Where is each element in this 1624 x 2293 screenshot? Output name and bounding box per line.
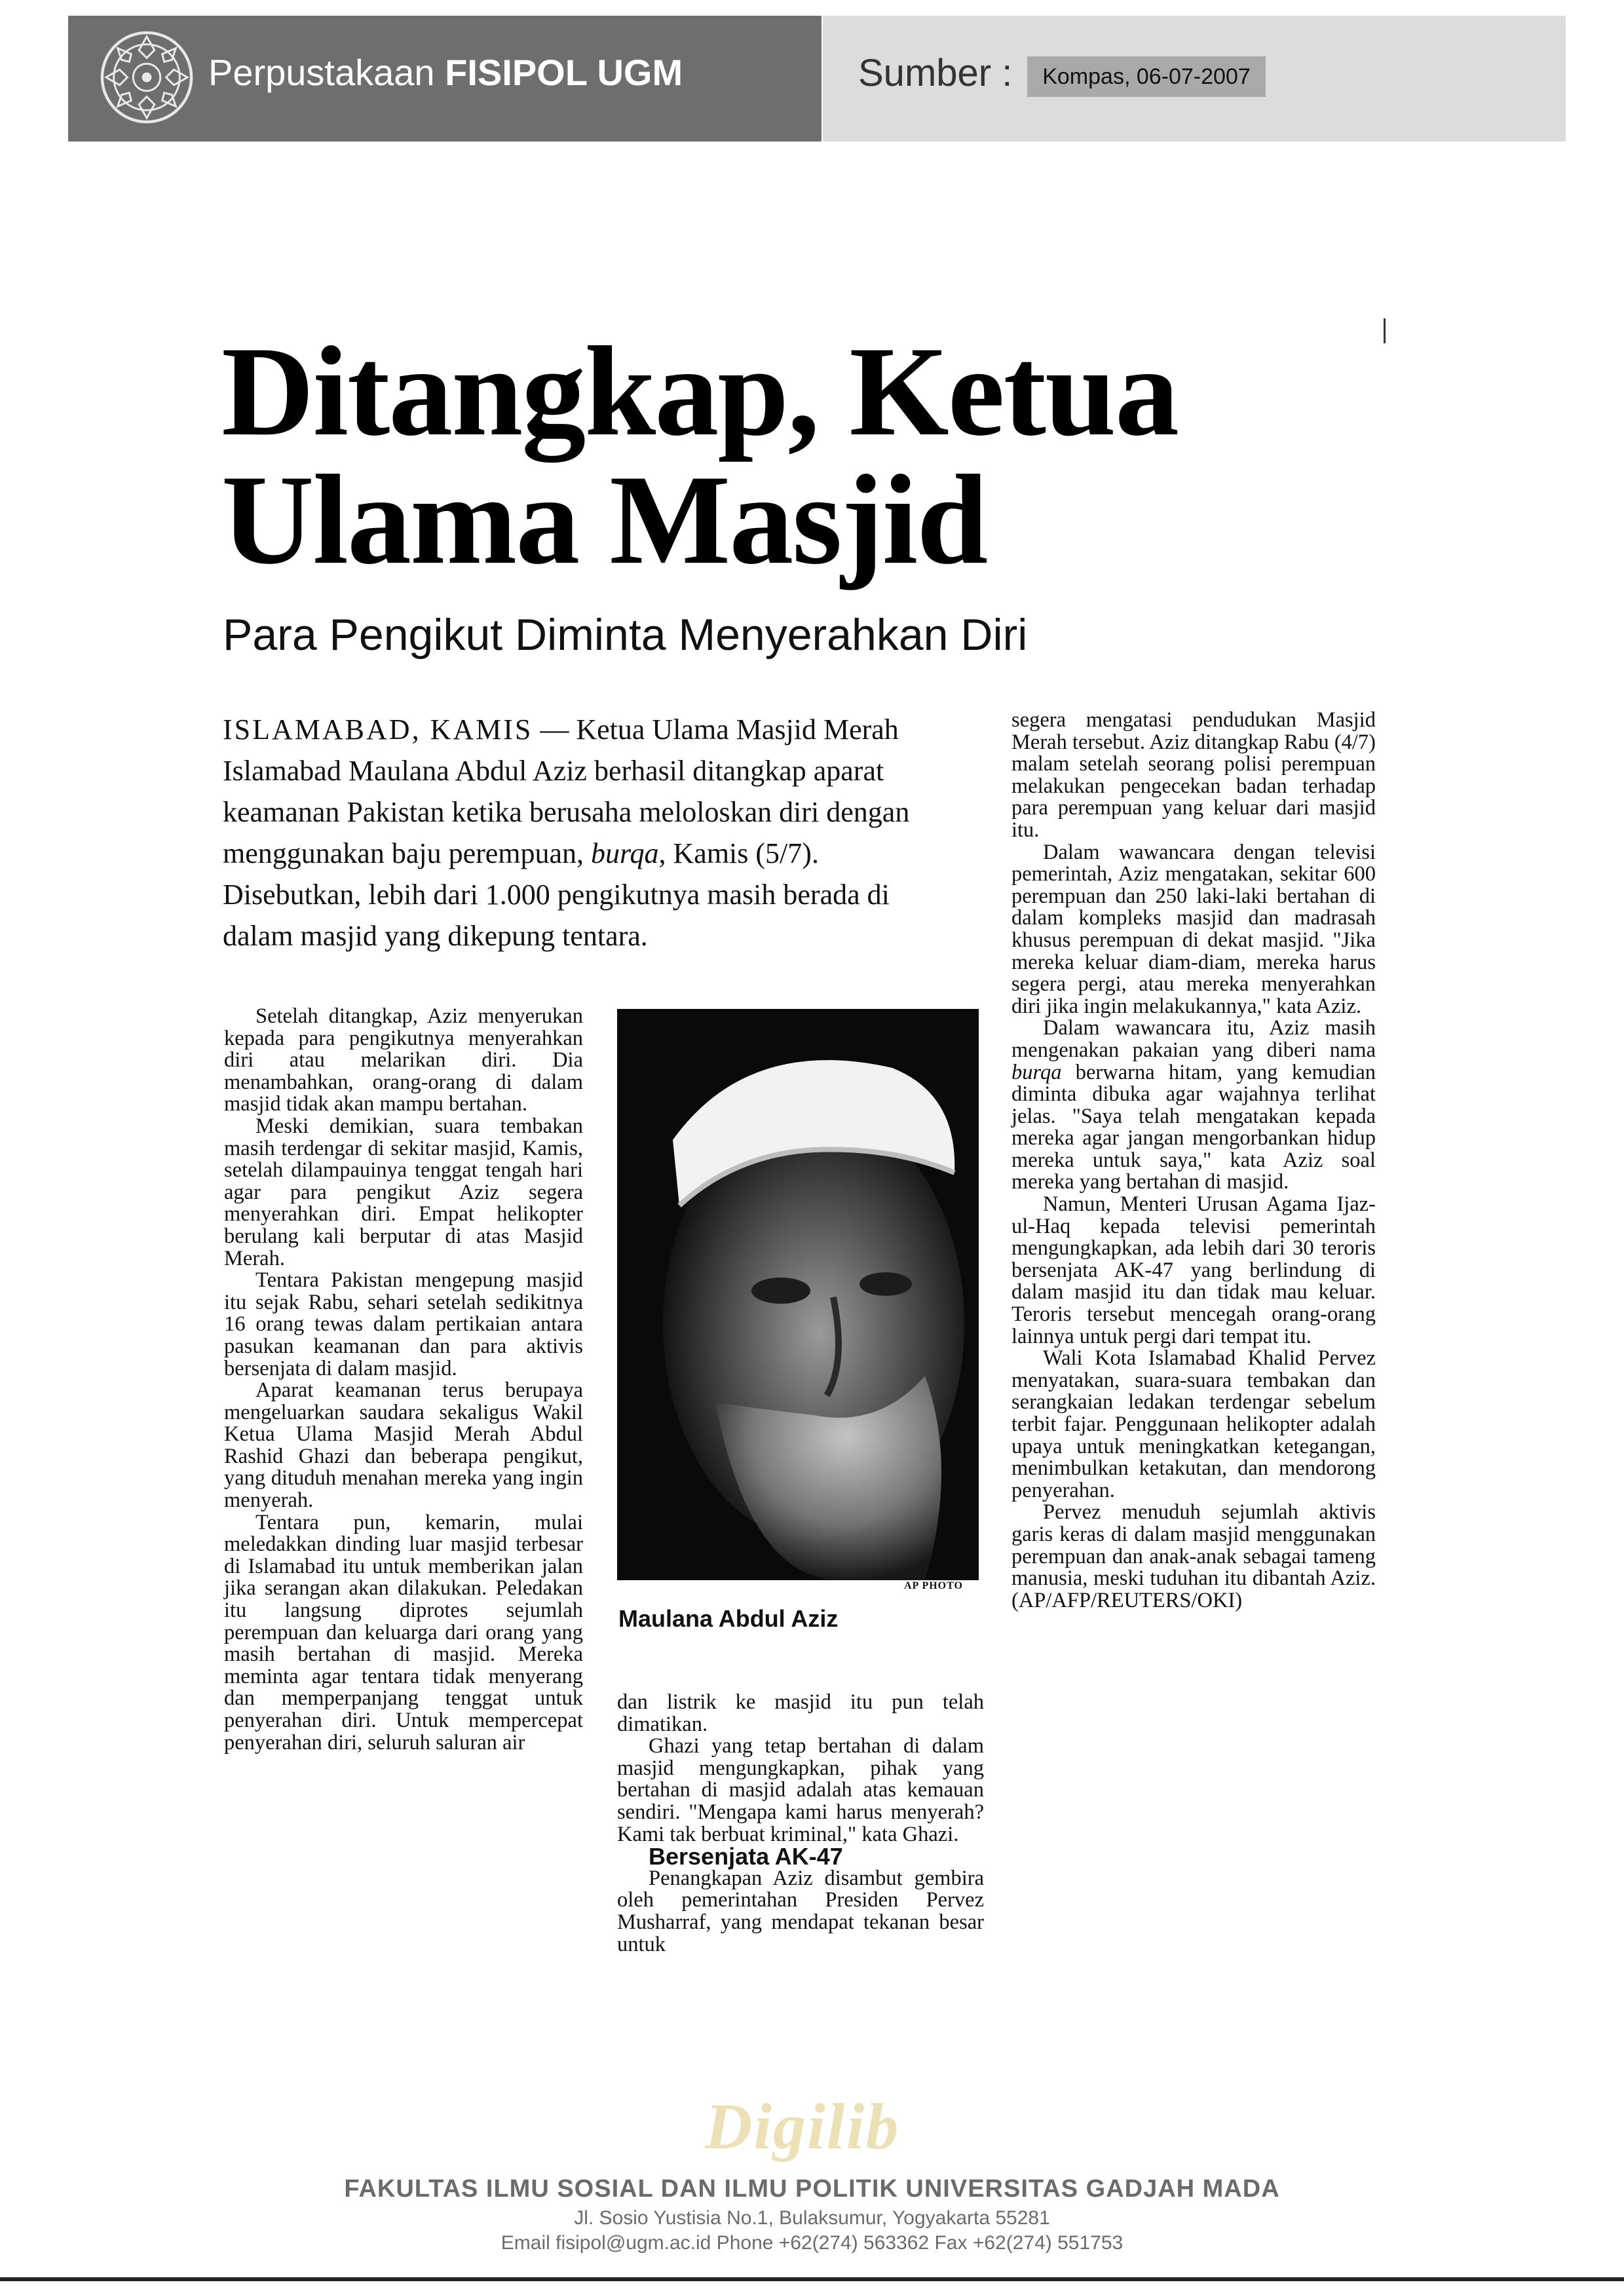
col3-paragraph: Wali Kota Islamabad Khalid Pervez menyatakan, suara-suara tembakan dan serangkaian ledakan terdengar sebelum terbit fajar. Penggunaan helikopter adalah upaya untuk meningkatkan ketegangan, menimbulkan ketakutan, dan mendorong penyerahan. bbox=[1011, 1346, 1376, 1502]
col3-paragraph: Dalam wawancara dengan televisi pemerintah, Aziz mengatakan, sekitar 600 perempuan dan 250 laki-laki bertahan di dalam kompleks masjid dan madrasah khusus perempuan di dekat masjid. "Jika mereka keluar diam-diam, mereka harus segera pergi, atau mereka menyerahkan diri jika ingin melakukannya," kata Aziz. bbox=[1011, 840, 1376, 1018]
ugm-seal-icon bbox=[98, 29, 195, 126]
article-column-1 bbox=[224, 1006, 583, 1754]
article-column-2 bbox=[617, 1692, 984, 1956]
lead-italic: burqa bbox=[591, 837, 659, 869]
col1-paragraph: Meski demikian, suara tembakan masih terdengar di sekitar masjid, Kamis, setelah dilampauinya tenggat tengah hari agar para pengikut Aziz segera menyerahkan diri. Empat helikopter berulang kali berputar di atas Masjid Merah. bbox=[224, 1114, 583, 1270]
col1-paragraph: Tentara pun, kemarin, mulai meledakkan dinding luar masjid terbesar di Islamabad itu untuk memberikan jalan jika serangan akan dilakukan. Peledakan itu langsung diprotes sejumlah perempuan dan keluarga dari orang yang masih bertahan di masjid. Mereka meminta agar tentara tidak menyerang dan memperpanjang tenggat untuk penyerahan diri. Untuk mempercepat penyerahan diri, seluruh saluran air bbox=[224, 1510, 583, 1754]
article-subheadline: Para Pengikut Diminta Menyerahkan Diri bbox=[223, 610, 1028, 660]
col1-paragraph: Aparat keamanan terus berupaya mengeluarkan saudara sekaligus Wakil Ketua Ulama Masjid Merah Abdul Rashid Ghazi dan beberapa pengikut, yang dituduh menahan mereka yang ingin menyerah. bbox=[224, 1378, 583, 1513]
col2-paragraph: Penangkapan Aziz disambut gembira oleh pemerintahan Presiden Pervez Musharraf, yang mendapat tekanan besar untuk bbox=[617, 1866, 984, 1956]
headline-line-1: Ditangkap, Ketua bbox=[221, 320, 1179, 463]
col3-text: Dalam wawancara itu, Aziz masih mengenakan pakaian yang diberi nama bbox=[1011, 1016, 1376, 1062]
footer-address: Jl. Sosio Yustisia No.1, Bulaksumur, Yogyakarta 55281 bbox=[574, 2207, 1050, 2229]
footer bbox=[0, 2175, 1624, 2254]
lead-text-2: , Kamis (5/7). Disebutkan, lebih dari 1.000 pengikutnya masih berada di dalam masjid yang dikepung tentara. bbox=[223, 837, 890, 952]
col3-paragraph: Namun, Menteri Urusan Agama Ijaz-ul-Haq kepada televisi pemerintah mengungkapkan, ada lebih dari 30 teroris bersenjata AK-47 yang berlindung di dalam masjid itu dan tidak mau keluar. Teroris tersebut mencegah orang-orang lainnya untuk pergi dari tempat itu. bbox=[1011, 1192, 1376, 1348]
col3-italic: burqa bbox=[1011, 1060, 1062, 1084]
section-subheading: Bersenjata AK-47 bbox=[649, 1843, 843, 1870]
photo-caption: Maulana Abdul Aziz bbox=[618, 1605, 839, 1632]
portrait-photo bbox=[617, 1009, 979, 1580]
bottom-rule bbox=[0, 2277, 1624, 2281]
col3-continuation: segera mengatasi pendudukan Masjid Merah tersebut. Aziz ditangkap Rabu (4/7) malam setelah seorang polisi perempuan melakukan pengecekan badan terhadap para perempuan yang keluar dari masjid itu. bbox=[1011, 708, 1376, 842]
photo-credit: AP PHOTO bbox=[904, 1580, 963, 1591]
source-value: Kompas, 06-07-2007 bbox=[1027, 56, 1266, 97]
col2-continuation: dan listrik ke masjid itu pun telah dimatikan. bbox=[617, 1690, 984, 1736]
col3-text: berwarna hitam, yang kemudian diminta dibuka agar wajahnya terlihat jelas. "Saya telah mengatakan kepada mereka agar jangan mengorbankan hidup mereka untuk saya," kata Aziz soal mereka yang bertahan di masjid. bbox=[1011, 1060, 1376, 1194]
headline-line-2: Ulama Masjid bbox=[221, 449, 987, 591]
footer-contact: Email fisipol@ugm.ac.id Phone +62(274) 563362 Fax +62(274) 551753 bbox=[500, 2232, 1124, 2254]
dateline: ISLAMABAD, KAMIS bbox=[223, 713, 533, 746]
footer-faculty: FAKULTAS ILMU SOSIAL DAN ILMU POLITIK UNIVERSITAS GADJAH MADA bbox=[344, 2175, 1280, 2203]
library-title bbox=[208, 51, 683, 94]
col1-paragraph: Setelah ditangkap, Aziz menyerukan kepada para pengikutnya menyerahkan diri atau melarikan diri. Dia menambahkan, orang-orang di dalam masjid tidak akan mampu bertahan. bbox=[224, 1004, 583, 1116]
col2-paragraph: Ghazi yang tetap bertahan di dalam masjid mengungkapkan, pihak yang bertahan di masjid adalah atas kemauan sendiri. "Mengapa kami harus menyerah? Kami tak berbuat kriminal," kata Ghazi. bbox=[617, 1734, 984, 1846]
source-label: Sumber : bbox=[858, 52, 1013, 94]
article-headline bbox=[221, 320, 1335, 591]
col3-paragraph: Pervez menuduh sejumlah aktivis garis keras di dalam masjid menggunakan perempuan dan anak-anak sebagai tameng manusia, meski tuduhan itu dibantah Aziz. (AP/AFP/REUTERS/OKI) bbox=[1011, 1500, 1376, 1612]
col3-paragraph-burqa bbox=[1011, 1017, 1376, 1194]
col1-paragraph: Tentara Pakistan mengepung masjid itu sejak Rabu, sehari setelah sedikitnya 16 orang tewas dalam pertikaian antara pasukan keamanan dan para aktivis bersenjata di dalam masjid. bbox=[224, 1268, 583, 1380]
margin-mark bbox=[1384, 318, 1386, 343]
article-column-3 bbox=[1011, 710, 1376, 1612]
lead-text-1: — Ketua Ulama Masjid Merah Islamabad Maulana Abdul Aziz berhasil ditangkap aparat keamanan Pakistan ketika berusaha meloloskan diri dengan menggunakan baju perempuan, bbox=[223, 713, 910, 869]
digilib-watermark: Digilib bbox=[705, 2090, 900, 2163]
article-lead bbox=[223, 709, 956, 957]
library-prefix: Perpustakaan bbox=[208, 52, 445, 93]
library-name: FISIPOL UGM bbox=[445, 52, 683, 93]
